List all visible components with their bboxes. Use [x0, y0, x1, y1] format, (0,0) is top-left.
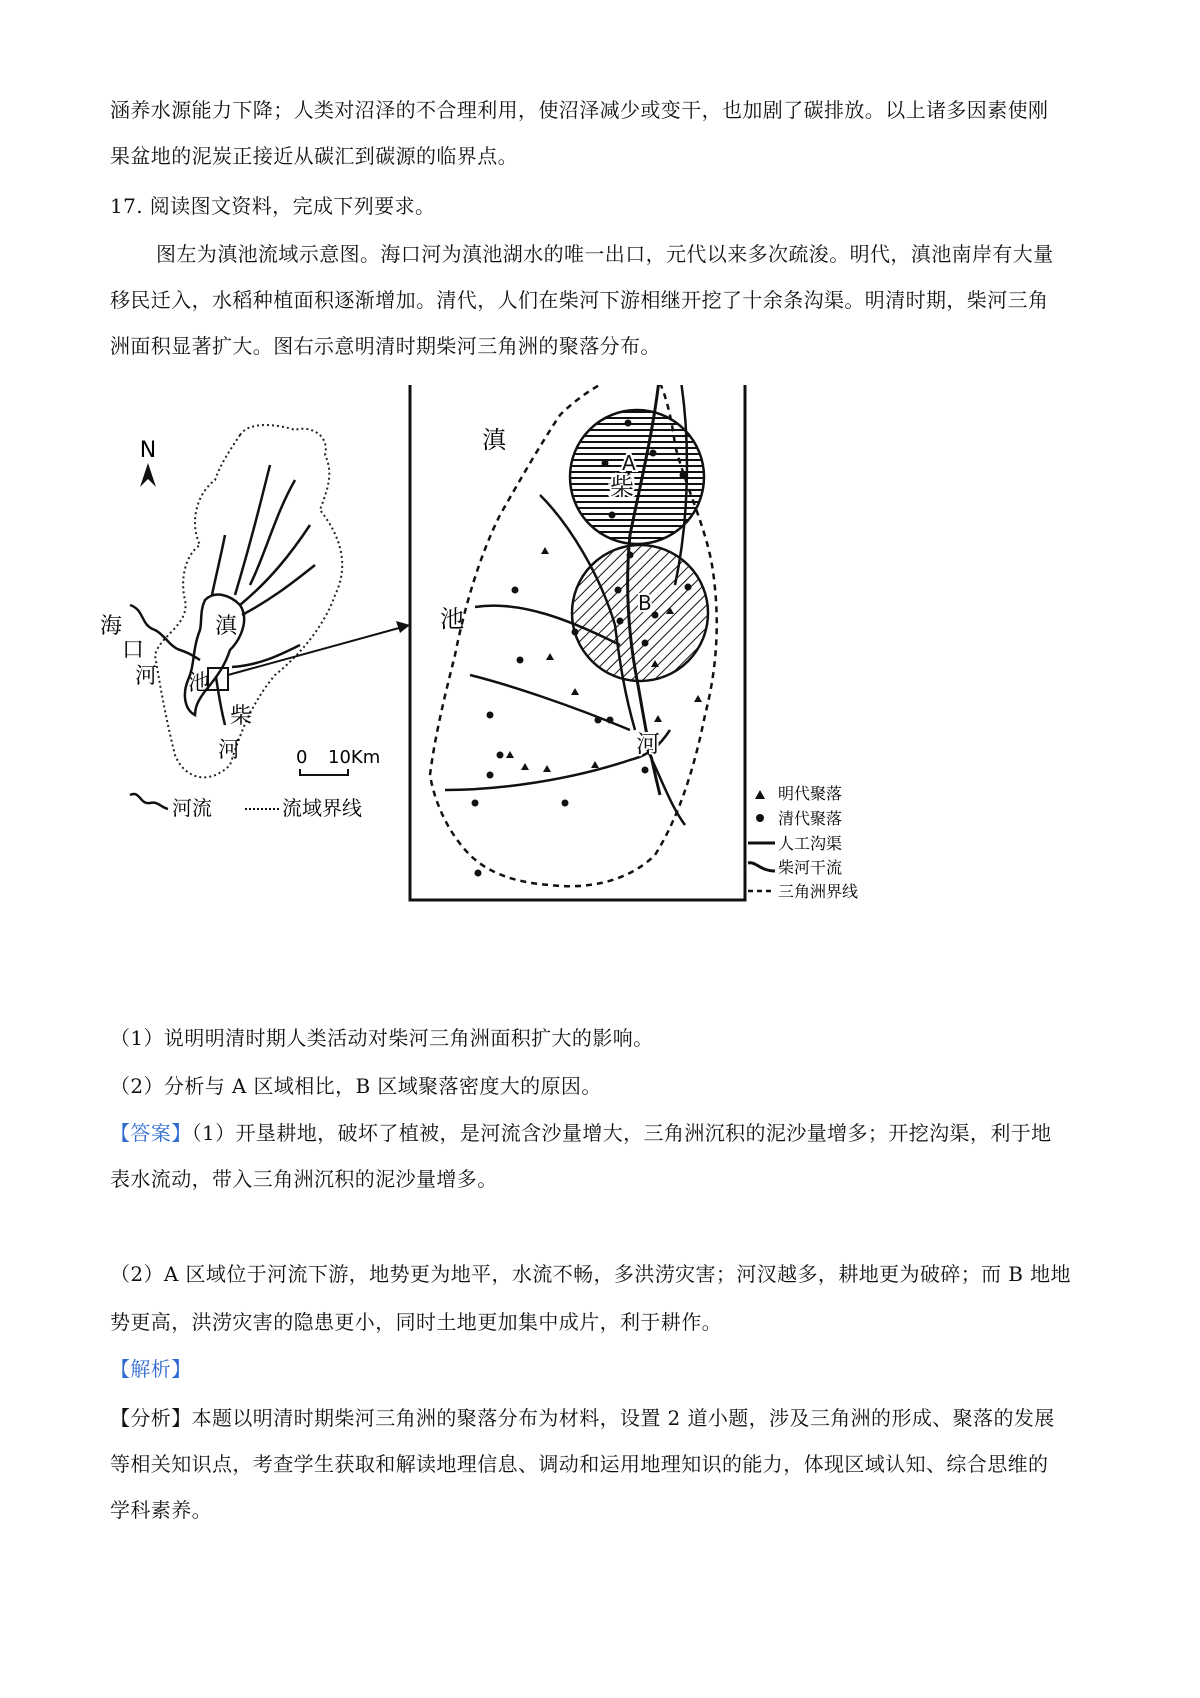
- answer-2-line-2: 势更高，洪涝灾害的隐患更小，同时土地更加集中成片，利于耕作。: [110, 1310, 722, 1334]
- legend-main: 柴河干流: [778, 858, 843, 877]
- north-label: N: [139, 438, 157, 463]
- legend-river: 河流: [172, 796, 212, 820]
- left-label-kou: 口: [122, 638, 145, 663]
- sub-question-1: （1）说明明清时期人类活动对柴河三角洲面积扩大的影响。: [110, 1026, 654, 1050]
- intro-line-1: 涵养水源能力下降；人类对沼泽的不合理利用，使沼泽减少或变干，也加剧了碳排放。以上诸多因素使刚: [110, 98, 1049, 122]
- figure-maps: [100, 385, 980, 995]
- legend-qing: 清代聚落: [778, 809, 843, 828]
- right-map: [410, 385, 858, 901]
- material-line-2: 移民迁入，水稻种植面积逐渐增加。清代，人们在柴河下游相继开挖了十余条沟渠。明清时期，柴河三角: [110, 288, 1049, 312]
- legend-ming: 明代聚落: [778, 784, 843, 803]
- left-label-chi: 池: [188, 671, 211, 696]
- analysis-line-1: 【分析】本题以明清时期柴河三角洲的聚落分布为材料，设置 2 道小题，涉及三角洲的形成、聚落的发展: [110, 1406, 1055, 1430]
- analysis-line-2: 等相关知识点，考查学生获取和解读地理信息、调动和运用地理知识的能力，体现区域认知、综合思维的: [110, 1452, 1049, 1476]
- question-title: 17. 阅读图文资料，完成下列要求。: [110, 194, 436, 218]
- locator-arrow-icon: [396, 621, 410, 633]
- analysis-line-3: 学科素养。: [110, 1498, 212, 1522]
- intro-line-2: 果盆地的泥炭正接近从碳汇到碳源的临界点。: [110, 144, 518, 168]
- legend-ming-icon: [755, 790, 765, 799]
- river-west: [212, 535, 225, 595]
- answer-1-line-2: 表水流动，带入三角洲沉积的泥沙量增多。: [110, 1167, 498, 1191]
- river-north: [235, 465, 270, 595]
- material-line-3: 洲面积显著扩大。图右示意明清时期柴河三角洲的聚落分布。: [110, 334, 661, 358]
- river-east-2: [242, 565, 315, 615]
- right-label-he: 河: [636, 730, 660, 758]
- left-label-chai: 柴: [230, 704, 253, 729]
- legend-delta: 三角洲界线: [778, 882, 859, 901]
- zone-a-label: A: [622, 451, 636, 475]
- north-arrow-icon: [140, 463, 156, 487]
- left-label-he2: 河: [218, 738, 241, 763]
- right-label-chai: 柴: [610, 473, 634, 501]
- scale-bar: [300, 769, 348, 775]
- legend-qing-icon: [756, 814, 764, 822]
- legend-river-icon: [130, 794, 168, 809]
- legend-main-icon: [748, 863, 775, 871]
- left-label-he: 河: [135, 664, 158, 689]
- scale-km: 10Km: [328, 747, 381, 768]
- answer-2-line-1: （2）A 区域位于河流下游，地势更为地平，水流不畅，多洪涝灾害；河汊越多，耕地更为破碎；而 B 地地: [110, 1262, 1071, 1286]
- legend-boundary: 流域界线: [282, 796, 362, 820]
- left-map: [100, 425, 410, 820]
- scale-zero: 0: [296, 747, 308, 768]
- sub-question-2: （2）分析与 A 区域相比，B 区域聚落密度大的原因。: [110, 1074, 602, 1098]
- right-label-dian: 滇: [482, 426, 506, 454]
- river-north-2: [250, 480, 295, 585]
- locator-arrow-line: [228, 625, 410, 675]
- left-label-dian: 滇: [215, 614, 238, 639]
- left-label-hai: 海: [100, 614, 123, 639]
- answer-tag: 【答案】: [110, 1121, 192, 1145]
- material-line-1: 图左为滇池流域示意图。海口河为滇池湖水的唯一出口，元代以来多次疏浚。明代，滇池南岸有大量: [156, 242, 1054, 266]
- zone-b-label: B: [638, 591, 652, 615]
- chai-river-left: [216, 677, 225, 725]
- right-label-chi: 池: [440, 605, 464, 633]
- answer-1-line-1: （1）开垦耕地，破坏了植被，是河流含沙量增大，三角洲沉积的泥沙量增多；开挖沟渠，利于地: [191, 1121, 1052, 1145]
- canal-3: [470, 675, 630, 730]
- legend-canal: 人工沟渠: [778, 834, 843, 853]
- analysis-tag: 【解析】: [110, 1357, 192, 1381]
